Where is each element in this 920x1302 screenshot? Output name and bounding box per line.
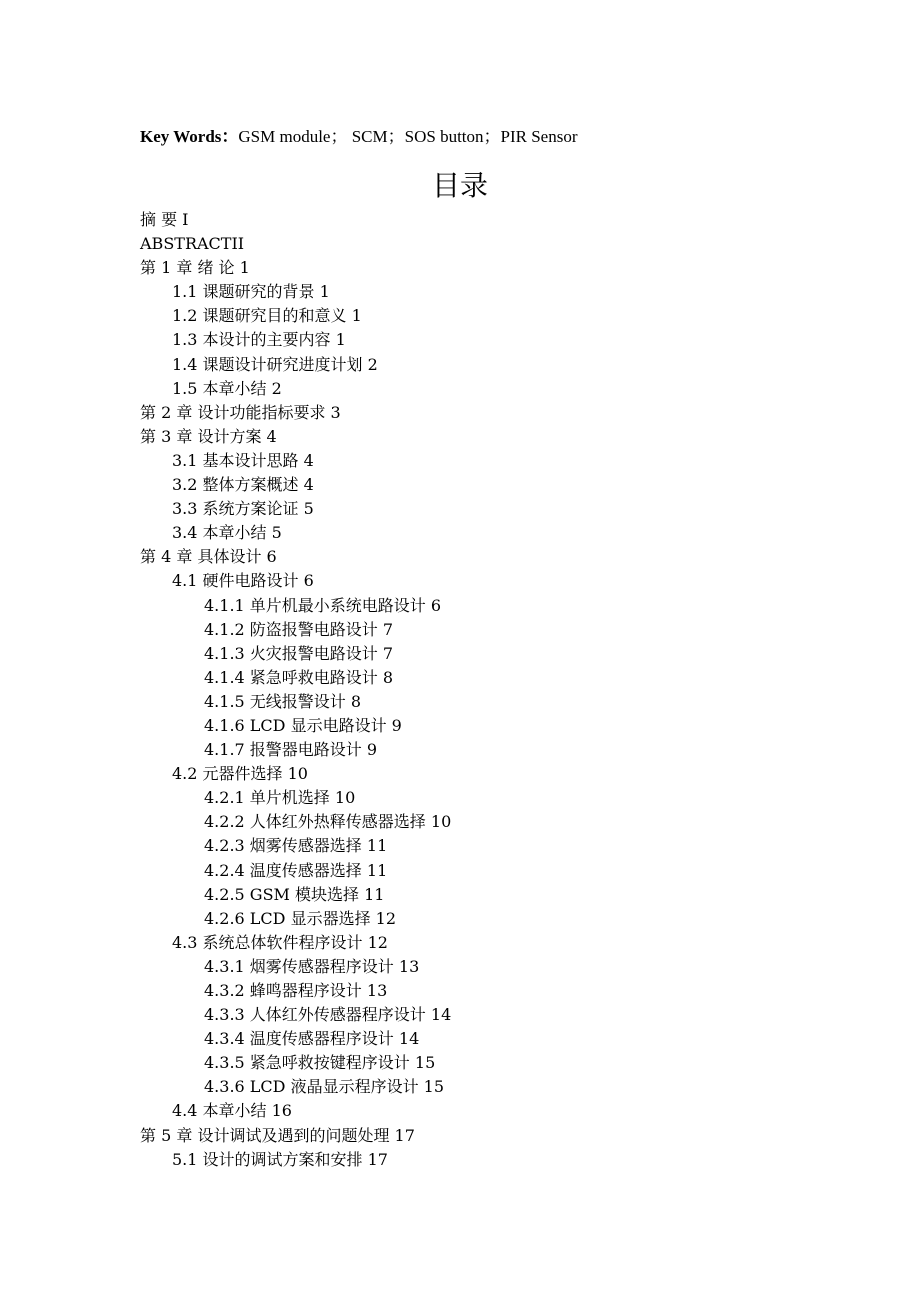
toc-entry[interactable]: 第 4 章 具体设计 6 xyxy=(140,547,277,567)
toc-entry[interactable]: 4.1.1 单片机最小系统电路设计 6 xyxy=(204,595,442,615)
toc-entry[interactable]: 4.1 硬件电路设计 6 xyxy=(172,571,314,591)
toc-entry[interactable]: 1.1 课题研究的背景 1 xyxy=(172,282,330,302)
toc-entry[interactable]: 第 1 章 绪 论 1 xyxy=(140,258,250,278)
toc-entry[interactable]: 5.1 设计的调试方案和安排 17 xyxy=(172,1149,388,1169)
toc-entry[interactable]: 4.3.3 人体红外传感器程序设计 14 xyxy=(204,1005,452,1025)
toc-entry[interactable]: 4.3.5 紧急呼救按键程序设计 15 xyxy=(204,1053,436,1073)
toc-entry[interactable]: 4.2.1 单片机选择 10 xyxy=(204,788,356,808)
toc-entry[interactable]: 4.4 本章小结 16 xyxy=(172,1101,292,1121)
toc-entry[interactable]: 4.3.4 温度传感器程序设计 14 xyxy=(204,1029,420,1049)
toc-entry[interactable]: 4.2 元器件选择 10 xyxy=(172,764,308,784)
toc-entry[interactable]: 1.4 课题设计研究进度计划 2 xyxy=(172,354,378,374)
toc-entry[interactable]: 4.1.7 报警器电路设计 9 xyxy=(204,740,378,760)
toc-entry[interactable]: 4.2.6 LCD 显示器选择 12 xyxy=(204,908,397,928)
toc-entry[interactable]: 1.2 课题研究目的和意义 1 xyxy=(172,306,362,326)
toc-entry[interactable]: 1.3 本设计的主要内容 1 xyxy=(172,330,346,350)
toc-entry[interactable]: 4.1.2 防盗报警电路设计 7 xyxy=(204,619,394,639)
toc-entry[interactable]: 4.3 系统总体软件程序设计 12 xyxy=(172,932,388,952)
toc-entry[interactable]: 4.3.2 蜂鸣器程序设计 13 xyxy=(204,981,388,1000)
toc-entry[interactable]: 4.3.1 烟雾传感器程序设计 13 xyxy=(204,956,420,976)
toc-entry[interactable]: 4.2.2 人体红外热释传感器选择 10 xyxy=(204,812,452,832)
toc-entry[interactable]: 3.3 系统方案论证 5 xyxy=(172,499,314,519)
toc-entry[interactable]: 4.2.5 GSM 模块选择 11 xyxy=(204,884,385,904)
toc-entry[interactable]: 3.2 整体方案概述 4 xyxy=(172,475,314,495)
keywords-label: Key Words： xyxy=(140,127,239,146)
toc-entry[interactable]: 4.1.4 紧急呼救电路设计 8 xyxy=(204,667,394,687)
toc-entry[interactable]: 第 5 章 设计调试及遇到的问题处理 17 xyxy=(140,1125,415,1145)
toc-entry[interactable]: 4.1.5 无线报警设计 8 xyxy=(204,691,362,711)
toc-title: 目录 xyxy=(431,169,488,202)
toc-list xyxy=(140,208,451,1172)
toc-entry[interactable]: 1.5 本章小结 2 xyxy=(172,378,282,398)
toc-entry[interactable]: 摘 要 I xyxy=(140,210,189,229)
toc-entry[interactable]: ABSTRACTII xyxy=(140,234,245,254)
toc-entry[interactable]: 第 2 章 设计功能指标要求 3 xyxy=(140,402,341,422)
toc-entry[interactable]: 4.2.4 温度传感器选择 11 xyxy=(204,860,388,880)
toc-entry[interactable]: 4.3.6 LCD 液晶显示程序设计 15 xyxy=(204,1077,445,1097)
toc-entry[interactable]: 3.4 本章小结 5 xyxy=(172,523,282,543)
toc-entry[interactable]: 4.1.6 LCD 显示电路设计 9 xyxy=(204,715,402,735)
keywords-line xyxy=(140,124,578,150)
toc-entry[interactable]: 3.1 基本设计思路 4 xyxy=(172,450,314,470)
toc-entry[interactable]: 4.1.3 火灾报警电路设计 7 xyxy=(204,643,394,663)
keywords-text: GSM module； SCM；SOS button；PIR Sensor xyxy=(238,127,578,146)
toc-entry[interactable]: 4.2.3 烟雾传感器选择 11 xyxy=(204,836,388,856)
toc-entry[interactable]: 第 3 章 设计方案 4 xyxy=(140,426,277,446)
